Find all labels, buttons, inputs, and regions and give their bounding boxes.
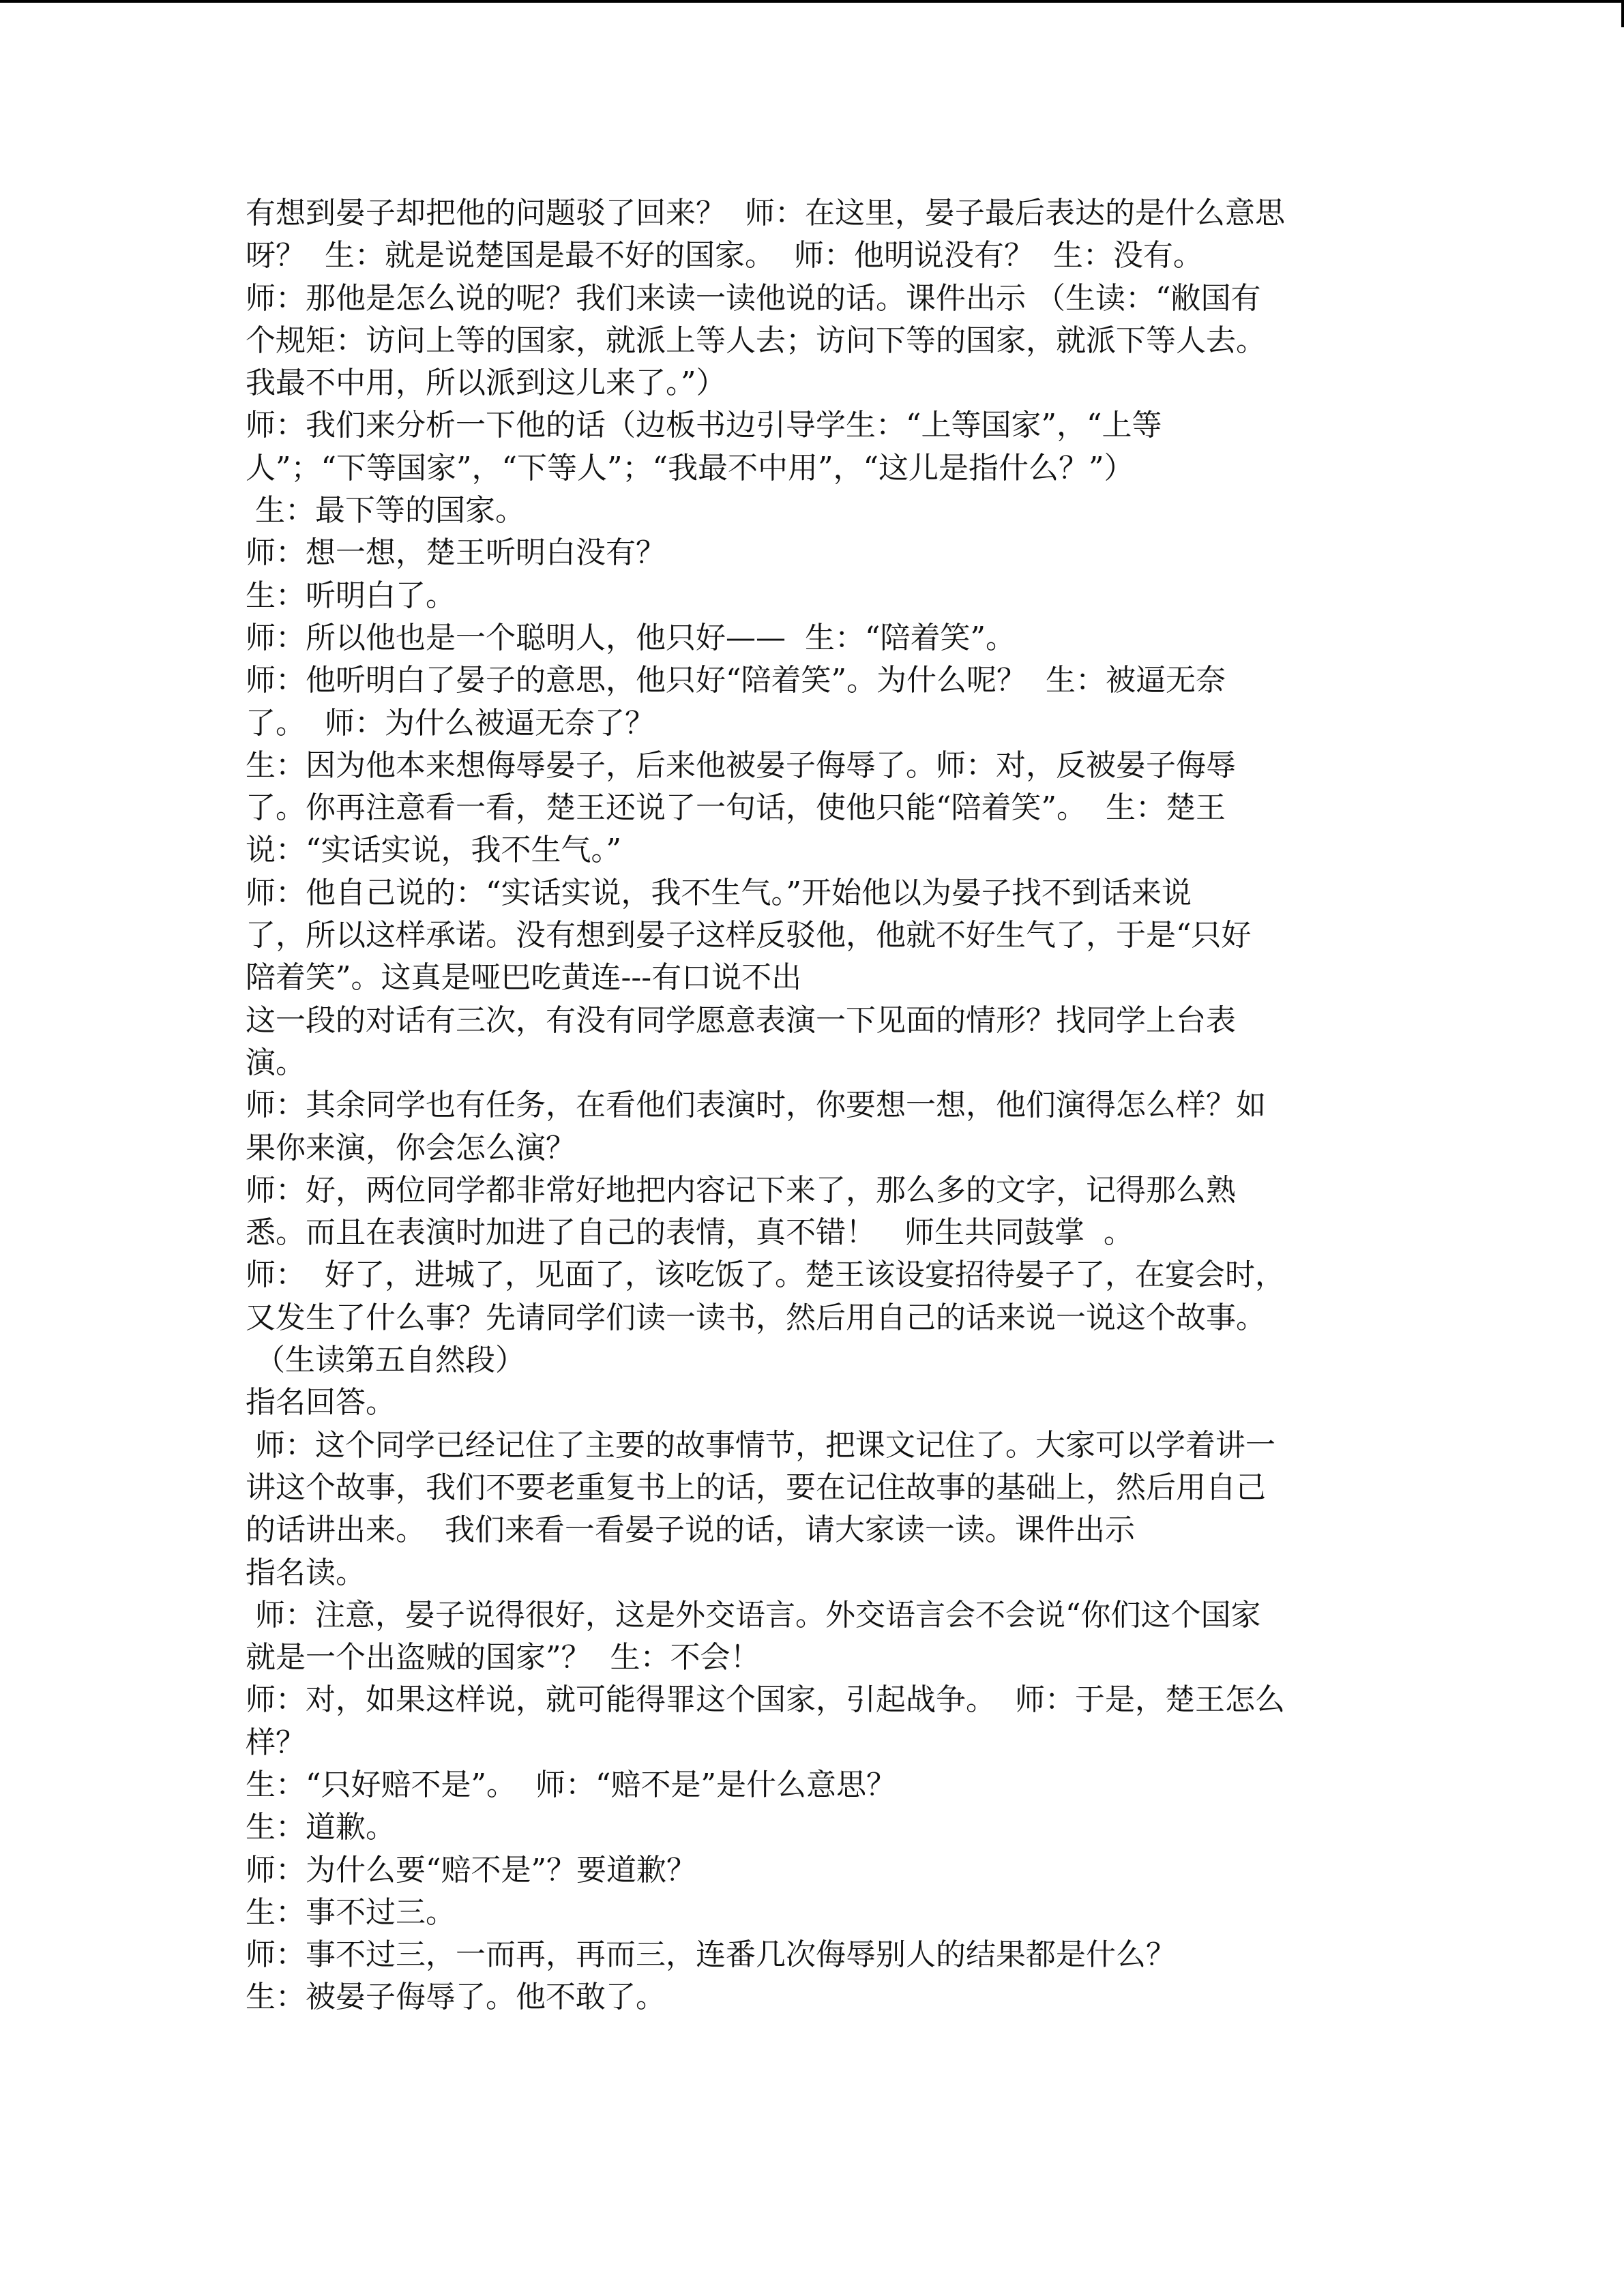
text-line: 生：听明白了。 — [246, 578, 456, 613]
text-line: 生：被晏子侮辱了。他不敢了。 — [246, 1980, 666, 2015]
text-line: （生读第五自然段） — [246, 1343, 525, 1378]
text-line: 了。你再注意看一看，楚王还说了一句话，使他只能“陪着笑”。 生：楚王 — [246, 790, 1226, 826]
text-line: 生：道歉。 — [246, 1810, 396, 1845]
text-line: 说：“实话实说，我不生气。” — [246, 833, 621, 868]
document-body — [246, 192, 1381, 2019]
text-line: 生：因为他本来想侮辱晏子，后来他被晏子侮辱了。师：对，反被晏子侮辱 — [246, 747, 1236, 783]
text-line: 陪着笑”。这真是哑巴吃黄连---有口说不出 — [246, 960, 802, 996]
text-line: 师：好，两位同学都非常好地把内容记下来了，那么多的文字，记得那么熟 — [246, 1172, 1236, 1208]
text-line: 师：那他是怎么说的呢？我们来读一读他说的话。课件出示 （生读：“敝国有 — [246, 280, 1261, 316]
text-line: 师：所以他也是一个聪明人，他只好—— 生：“陪着笑”。 — [246, 620, 1016, 655]
text-line: 生：最下等的国家。 — [246, 493, 525, 528]
text-line: 师：他听明白了晏子的意思，他只好“陪着笑”。为什么呢？ 生：被逼无奈 — [246, 663, 1226, 698]
text-line: 师：想一想，楚王听明白没有？ — [246, 535, 666, 571]
text-line: 呀？ 生：就是说楚国是最不好的国家。 师：他明说没有？ 生：没有。 — [246, 238, 1203, 273]
text-line: 讲这个故事，我们不要老重复书上的话，要在记住故事的基础上，然后用自己 — [246, 1470, 1266, 1505]
text-line: 人”；“下等国家”，“下等人”；“我最不中用”，“这儿是指什么？”） — [246, 450, 1134, 486]
right-border-line — [1621, 0, 1624, 27]
text-line: 师：其余同学也有任务，在看他们表演时，你要想一想，他们演得怎么样？如 — [246, 1088, 1266, 1123]
text-line: 生：事不过三。 — [246, 1894, 456, 1930]
text-line: 果你来演，你会怎么演？ — [246, 1130, 576, 1165]
text-line: 了。 师：为什么被逼无奈了？ — [246, 705, 655, 741]
text-line: 师：事不过三，一而再，再而三，连番几次侮辱别人的结果都是什么？ — [246, 1937, 1176, 1973]
text-line: 指名回答。 — [246, 1385, 396, 1420]
text-line: 又发生了什么事？先请同学们读一读书，然后用自己的话来说一说这个故事。 — [246, 1300, 1266, 1335]
text-line: 了，所以这样承诺。没有想到晏子这样反驳他，他就不好生气了，于是“只好 — [246, 918, 1252, 953]
text-line: 悉。而且在表演时加进了自己的表情，真不错！ 师生共同鼓掌 。 — [246, 1215, 1134, 1251]
text-line: 师：我们来分析一下他的话（边板书边引导学生：“上等国家”，“上等 — [246, 408, 1162, 443]
text-line: 师：这个同学已经记住了主要的故事情节，把课文记住了。大家可以学着讲一 — [246, 1427, 1275, 1463]
text-line: 的话讲出来。 我们来看一看晏子说的话，请大家读一读。课件出示 — [246, 1512, 1135, 1548]
text-line: 师：对，如果这样说，就可能得罪这个国家，引起战争。 师：于是，楚王怎么 — [246, 1682, 1285, 1718]
text-line: 师：为什么要“赔不是”？要道歉？ — [246, 1852, 696, 1888]
text-line: 这一段的对话有三次，有没有同学愿意表演一下见面的情形？找同学上台表 — [246, 1002, 1236, 1038]
text-line: 师：注意，晏子说得很好，这是外交语言。外交语言会不会说“你们这个国家 — [246, 1597, 1261, 1632]
text-line: 指名读。 — [246, 1555, 366, 1590]
top-border-line — [0, 0, 1624, 3]
text-line: 样？ — [246, 1725, 306, 1760]
text-line: 我最不中用，所以派到这儿来了。”） — [246, 366, 726, 401]
text-line: 演。 — [246, 1045, 306, 1080]
text-line: 就是一个出盗贼的国家”？ 生：不会！ — [246, 1640, 761, 1675]
text-line: 有想到晏子却把他的问题驳了回来？ 师：在这里，晏子最后表达的是什么意思 — [246, 196, 1285, 230]
text-line: 师： 好了，进城了，见面了，该吃饭了。楚王该设宴招待晏子了，在宴会时， — [246, 1257, 1285, 1293]
text-line: 师：他自己说的：“实话实说，我不生气。”开始他以为晏子找不到话来说 — [246, 875, 1192, 910]
text-line: 生：“只好赔不是”。 师：“赔不是”是什么意思？ — [246, 1767, 896, 1802]
text-line: 个规矩：访问上等的国家，就派上等人去；访问下等的国家，就派下等人去。 — [246, 323, 1266, 358]
